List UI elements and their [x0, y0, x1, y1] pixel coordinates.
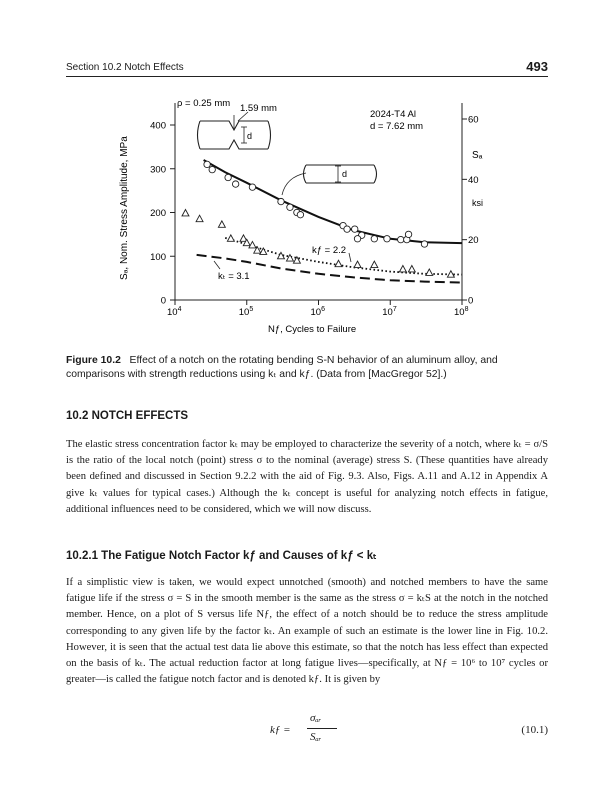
y-tick-label-right: 20 — [468, 235, 479, 247]
notched-data-point — [354, 261, 361, 268]
paragraph-1: The elastic stress concentration factor kₜ may be employed to characterize the severity of a notch, where kₜ = σ/S is the ratio of the local notch (point) stress σ to the nominal (average) stress S. (These quantities have already been defined and discussed in Section 9.2.2 with the aid of Fig. 9.3. Also, Figs. A.11 and A.12 in Appendix A give kₜ values for typical cases.) Although the kₜ concept is useful for analyzing notch effects in fatigue, additional influences need to be considered, which we will now discuss. — [66, 439, 548, 515]
x-tick-label: $10^6$ — [310, 306, 325, 318]
section-title: Section 10.2 Notch Effects — [66, 62, 184, 73]
notched-specimen-icon — [198, 112, 271, 149]
data-markers — [182, 161, 454, 277]
equation-number: (10.1) — [521, 724, 548, 736]
notched-data-point — [426, 269, 433, 276]
notched-data-point — [335, 260, 342, 267]
y-tick-label-right: 60 — [468, 114, 479, 126]
figure-caption — [66, 354, 548, 382]
rho-label: ρ = 0.25 mm — [177, 98, 231, 109]
y-axis-label: Sₐ, Nom. Stress Amplitude, MPa — [119, 136, 130, 280]
fraction-bar — [307, 728, 337, 729]
x-axis-label: Nƒ, Cycles to Failure — [268, 324, 357, 335]
equation-lhs: kƒ = — [270, 724, 291, 736]
unnotched-data-point — [297, 211, 303, 217]
notched-data-point — [371, 261, 378, 268]
x-tick-exponent: 6 — [321, 306, 325, 313]
x-tick-exponent: 5 — [249, 306, 254, 313]
y-tick-label-right: 0 — [468, 295, 474, 307]
unnotched-data-point — [354, 236, 360, 242]
equation-numerator: σₐᵣ — [310, 712, 322, 724]
unnotched-data-point — [209, 166, 215, 172]
unnotched-data-point — [405, 231, 411, 237]
unnotched-data-point — [225, 174, 231, 180]
notched-data-point — [399, 265, 406, 272]
y-tick-label-left: 400 — [150, 120, 166, 132]
kt-leader — [214, 261, 220, 269]
subsection-heading: 10.2.1 The Fatigue Notch Factor kƒ and Causes of kƒ < kₜ — [66, 550, 377, 562]
material-label: 2024-T4 Al — [370, 109, 416, 120]
section-heading: 10.2 NOTCH EFFECTS — [66, 410, 189, 422]
notched-data-point — [196, 215, 203, 222]
caption-text: Effect of a notch on the rotating bending S-N behavior of an aluminum alloy, and comparisons with strength reductions using kₜ and kƒ. (Data from [MacGregor 52].) — [66, 355, 498, 380]
unnotched-data-point — [287, 204, 293, 210]
unnotched-data-point — [384, 236, 390, 242]
x-tick-label: $10^5$ — [238, 306, 254, 318]
notch-depth-label: 1.59 mm — [240, 103, 277, 114]
unnotched-data-point — [371, 236, 377, 242]
x-tick-label: $10^7$ — [382, 306, 397, 318]
smooth-specimen-icon — [282, 165, 377, 195]
kf-label: kƒ = 2.2 — [312, 245, 347, 256]
x-tick-exponent: 7 — [392, 306, 397, 313]
unnotched-data-point — [278, 198, 284, 204]
notched-data-point — [408, 265, 415, 272]
header-rule — [66, 76, 548, 77]
unnotched-data-point — [232, 181, 238, 187]
y-tick-label-left: 0 — [160, 295, 166, 307]
notched-data-point — [227, 235, 234, 242]
y-tick-label-right: 40 — [468, 174, 479, 186]
curves — [197, 160, 462, 283]
notched-data-point — [218, 221, 225, 228]
unnotched-data-point — [204, 161, 210, 167]
y-tick-label-left: 100 — [150, 251, 166, 263]
unnotched-data-point — [344, 226, 350, 232]
notched-data-point — [182, 209, 189, 216]
diameter-label: d = 7.62 mm — [370, 121, 424, 132]
kf-leader — [349, 253, 351, 262]
unnotched-data-point — [249, 184, 255, 190]
paragraph-2: If a simplistic view is taken, we would expect unnotched (smooth) and notched members to have the same fatigue life if the stress σ = S in the smooth member is the same as the stress σ = kₜS at the notch in the notched member. Hence, on a plot of S versus life Nƒ, the effect of a notch should be to reduce the stress amplitude corresponding to any given life by the factor kₜ. An example of such an estimate is the lower line in Fig. 10.2. However, it is seen that the actual test data lie above this estimate, so that the notch has less effect than expected on the basis of kₜ. The actual reduction factor at long fatigue lives—specifically, at Nƒ = 10⁶ to 10⁷ cycles or greater—is called the fatigue notch factor and is denoted kƒ. It is given by — [66, 577, 548, 686]
equation-denominator: Sₐᵣ — [310, 731, 322, 743]
x-tick-label: $10^8$ — [454, 306, 469, 318]
unnotched-fit-curve — [204, 160, 462, 243]
notched-d-label: d — [247, 131, 253, 141]
figure-label: Figure 10.2 — [66, 355, 121, 366]
kt-label: kₜ = 3.1 — [218, 271, 250, 282]
y-tick-label-left: 200 — [150, 208, 166, 219]
x-tick-exponent: 4 — [177, 306, 182, 313]
x-tick-exponent: 8 — [464, 306, 469, 313]
sn-chart — [0, 85, 613, 347]
unnotched-data-point — [352, 226, 358, 232]
y-tick-label-left: 300 — [150, 164, 166, 176]
unnotched-data-point — [398, 236, 404, 242]
unnotched-data-point — [421, 241, 427, 247]
smooth-d-label: d — [342, 169, 348, 179]
equation-10-1 — [270, 712, 570, 752]
page-number: 493 — [526, 59, 548, 74]
x-tick-label: $10^4$ — [167, 306, 182, 318]
right-axis-symbol: Sₐ — [472, 150, 483, 161]
right-axis-unit: ksi — [472, 198, 483, 208]
